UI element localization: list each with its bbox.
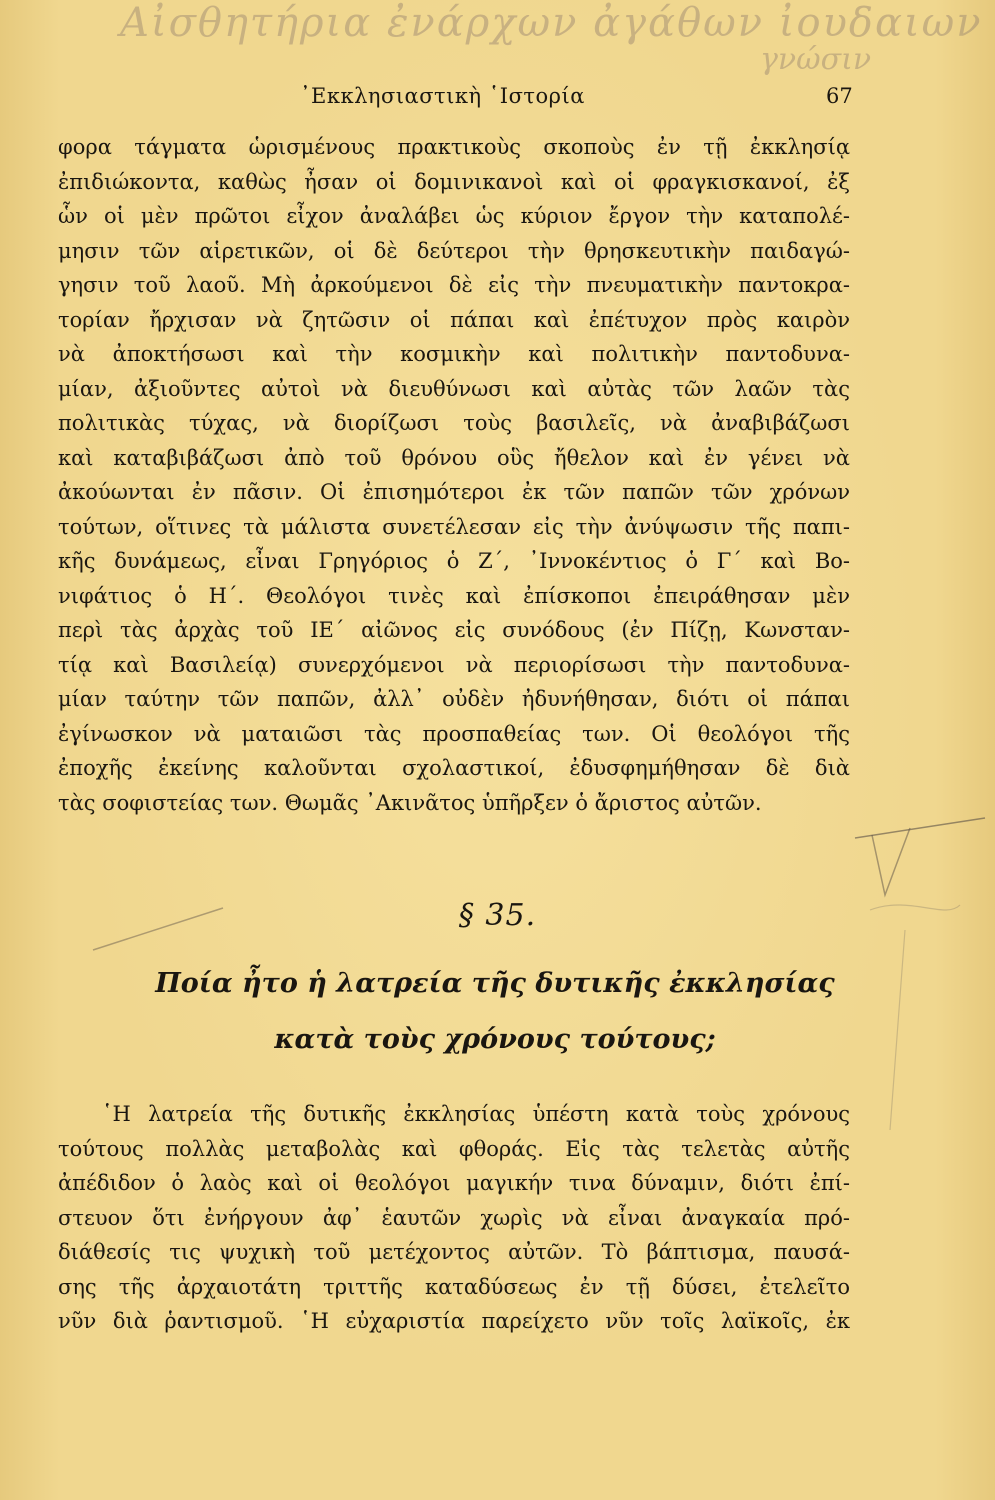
text-line: τὰς σοφιστείας των. Θωμᾶς ᾿Ακινᾶτος ὑπῆρξεν ὁ ἄριστος αὐτῶν. bbox=[58, 790, 762, 815]
paragraph-1 bbox=[58, 130, 850, 820]
text-line: νὰ ἀποκτήσωσι καὶ τὴν κοσμικὴν καὶ πολιτικὴν παντοδυνα- bbox=[58, 342, 850, 366]
text-line: πολιτικὰς τύχας, νὰ διορίζωσι τοὺς βασιλεῖς, νὰ ἀναβιβάζωσι bbox=[58, 411, 850, 435]
page-number: 67 bbox=[826, 84, 853, 108]
handwritten-note-right: γνώσιν bbox=[760, 42, 872, 77]
text-line: ῾Η λατρεία τῆς δυτικῆς ἐκκλησίας ὑπέστη κατὰ τοὺς χρόνους bbox=[102, 1102, 850, 1126]
text-line: τορίαν ἤρχισαν νὰ ζητῶσιν οἱ πάπαι καὶ ἐπέτυχον πρὸς καιρὸν bbox=[58, 307, 850, 332]
text-line: ἀκούωνται ἐν πᾶσιν. Οἱ ἐπισημότεροι ἐκ τῶν παπῶν τῶν χρόνων bbox=[58, 480, 850, 504]
text-line: φορα τάγματα ὡρισμένους πρακτικοὺς σκοποὺς ἐν τῇ ἐκκλησίᾳ bbox=[58, 135, 850, 159]
text-line: μησιν τῶν αἱρετικῶν, οἱ δὲ δεύτεροι τὴν θρησκευτικὴν παιδαγώ- bbox=[58, 238, 850, 263]
handwritten-note-top: Αἰσθητήρια ἐνάρχων ἀγάθων ἰουδαιων bbox=[120, 0, 983, 46]
paragraph-2 bbox=[58, 1097, 850, 1339]
text-line: τούτων, οἵτινες τὰ μάλιστα συνετέλεσαν εἰς τὴν ἀνύψωσιν τῆς παπι- bbox=[58, 514, 850, 539]
text-line: ἐποχῆς ἐκείνης καλοῦνται σχολαστικοί, ἐδυσφημήθησαν δὲ διὰ bbox=[58, 756, 850, 780]
text-line: ἀπέδιδον ὁ λαὸς καὶ οἱ θεολόγοι μαγικήν τινα δύναμιν, διότι ἐπί- bbox=[58, 1171, 850, 1195]
text-line: νῦν διὰ ῥαντισμοῦ. ῾Η εὐχαριστία παρείχετο νῦν τοῖς λαϊκοῖς, ἐκ bbox=[58, 1309, 850, 1333]
text-line: γησιν τοῦ λαοῦ. Μὴ ἀρκούμενοι δὲ εἰς τὴν πνευματικὴν παντοκρα- bbox=[58, 273, 850, 297]
text-line: μίαν, ἀξιοῦντες αὐτοὶ νὰ διευθύνωσι καὶ αὐτὰς τῶν λαῶν τὰς bbox=[58, 376, 850, 401]
text-line: κῆς δυνάμεως, εἶναι Γρηγόριος ὁ Ζ΄, ᾿Ιννοκέντιος ὁ Γ΄ καὶ Βο- bbox=[58, 549, 850, 573]
text-line: στευον ὅτι ἐνήργουν ἀφ᾿ ἑαυτῶν χωρὶς νὰ εἶναι ἀναγκαία πρό- bbox=[58, 1205, 850, 1230]
text-line: καὶ καταβιβάζωσι ἀπὸ τοῦ θρόνου οὓς ἤθελον καὶ ἐν γένει νὰ bbox=[58, 445, 850, 470]
text-line: ἐπιδιώκοντα, καθὼς ἦσαν οἱ δομινικανοὶ καὶ οἱ φραγκισκανοί, ἐξ bbox=[58, 169, 850, 194]
section-title-line-1: Ποία ἦτο ἡ λατρεία τῆς δυτικῆς ἐκκλησίας bbox=[155, 968, 835, 999]
text-line: διάθεσίς τις ψυχικὴ τοῦ μετέχοντος αὐτῶν. Τὸ βάπτισμα, παυσά- bbox=[58, 1240, 850, 1264]
section-title-line-2: κατὰ τοὺς χρόνους τούτους; bbox=[274, 1024, 716, 1055]
text-line: μίαν ταύτην τῶν παπῶν, ἀλλ᾿ οὐδὲν ἠδυνήθησαν, διότι οἱ πάπαι bbox=[58, 687, 850, 711]
text-line: σης τῆς ἀρχαιοτάτη τριττῆς καταδύσεως ἐν τῇ δύσει, ἐτελεῖτο bbox=[58, 1274, 850, 1299]
text-line: ὧν οἱ μὲν πρῶτοι εἶχον ἀναλάβει ὡς κύριον ἔργον τὴν καταπολέ- bbox=[58, 204, 850, 228]
section-number: § 35. bbox=[458, 898, 537, 933]
text-line: ἐγίνωσκον νὰ ματαιῶσι τὰς προσπαθείας των. Οἱ θεολόγοι τῆς bbox=[58, 721, 850, 746]
text-line: τίᾳ καὶ Βασιλείᾳ) συνερχόμενοι νὰ περιορίσωσι τὴν παντοδυνα- bbox=[58, 652, 850, 677]
text-line: περὶ τὰς ἀρχὰς τοῦ ΙΕ΄ αἰῶνος εἰς συνόδους (ἐν Πίζῃ, Κωνσταν- bbox=[58, 618, 850, 642]
running-header: ᾿Εκκλησιαστικὴ ῾Ιστορία bbox=[300, 84, 585, 108]
text-line: τούτους πολλὰς μεταβολὰς καὶ φθοράς. Εἰς τὰς τελετὰς αὐτῆς bbox=[58, 1136, 850, 1161]
text-line: νιφάτιος ὁ Η΄. Θεολόγοι τινὲς καὶ ἐπίσκοποι ἐπειράθησαν μὲν bbox=[58, 583, 850, 608]
